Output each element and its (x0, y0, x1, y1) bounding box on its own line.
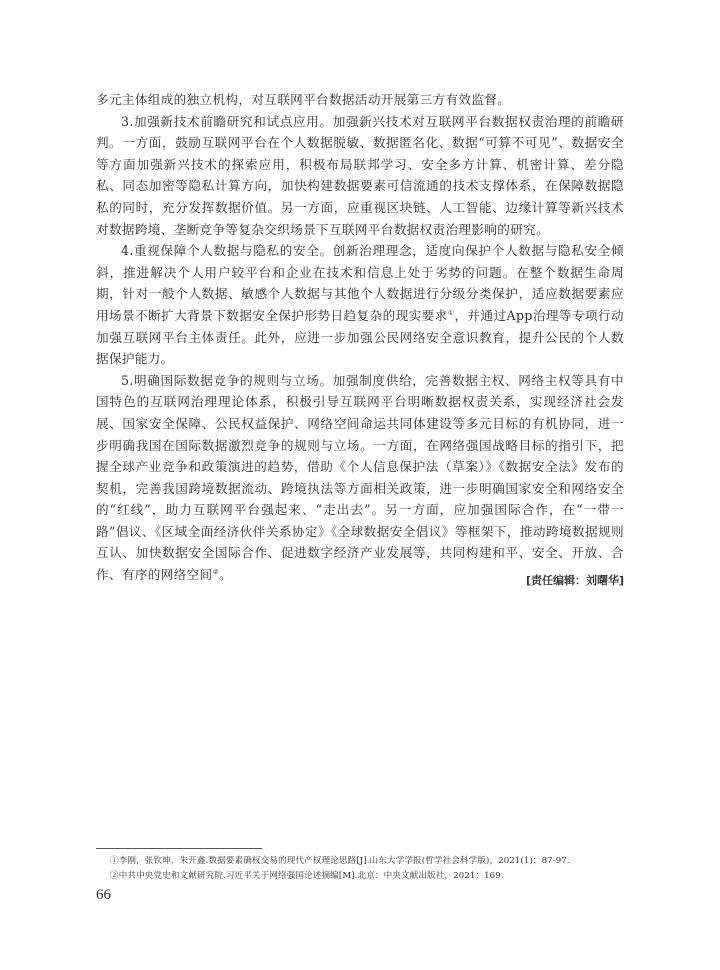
page-number: 66 (96, 887, 111, 903)
footnote-ref-1[interactable]: ① (447, 308, 455, 317)
paragraph-text: 5.明确国际数据竞争的规则与立场。加强制度供给，完善数据主权、网络主权等具有中国特色的互联网治理理论体系，积极引导互联网平台明晰数据权责关系，实现经济社会发展、国家安全保障、公民权益保护、网络空间命运共同体建设等多元目标的有机协同，进一步明确我国在国际数据激烈竞争的规则与立场。一方面，在网络强国战略目标的指引下，把握全球产业竞争和政策演进的趋势，借助《个人信息保护法（草案）》《数据安全法》发布的契机，完善我国跨境数据流动、跨境执法等方面相关政策，进一步明确国家安全和网络安全的“红线”，助力互联网平台强起来、“走出去”。另一方面，应加强国际合作，在“一带一路”倡议、《区域全面经济伙伴关系协定》《全球数据安全倡议》等框架下，推动跨境数据规则互认、加快数据安全国际合作、促进数字经济产业发展等，共同构建和平、安全、开放、合作、有序的网络空间 (96, 372, 624, 583)
paragraph-text: 4.重视保障个人数据与隐私的安全。创新治理理念，适度向保护个人数据与隐私安全倾斜，推进解决个人用户较平台和企业在技术和信息上处于劣势的问题。在整个数据生命周期，针对一般个人数据、敏感个人数据与其他个人数据进行分级分类保护，适应数据要素应用场景不断扩大背景下数据安全保护形势日趋复杂的现实要求 (96, 243, 624, 323)
footnotes (110, 854, 630, 884)
paragraph-text: 。 (219, 567, 233, 583)
footnote-ref-2[interactable]: ② (212, 568, 220, 577)
footnote-1: ①李刚，张钦坤，朱开鑫.数据要素确权交易的现代产权理论思路[J].山东大学学报(哲学社会科学版)，2021(1)：87-97. (110, 856, 570, 866)
paragraph-text: ，并通过App治理等专项行动加强互联网平台主体责任。此外，应进一步加强公民网络安全意识教育，提升公民的个人数据保护能力。 (96, 307, 624, 367)
editor-credit: [责任编辑：刘曙华] (525, 574, 624, 587)
paragraph-personal-data (96, 240, 624, 370)
footnote-divider (96, 848, 262, 849)
paragraph-continuation: 多元主体组成的独立机构，对互联网平台数据活动开展第三方有效监督。 (96, 92, 511, 107)
paragraph-new-tech: 3.加强新技术前瞻研究和试点应用。加强新兴技术对互联网平台数据权责治理的前瞻研判。一方面，鼓励互联网平台在个人数据脱敏、数据匿名化、数据“可算不可见”、数据安全等方面加强新兴技术的探索应用，积极布局联邦学习、安全多方计算、机密计算、差分隐私、同态加密等隐私计算方向，加快构建数据要素可信流通的技术支撑体系，在保障数据隐私的同时，充分发挥数据价值。另一方面，应重视区块链、人工智能、边缘计算等新兴技术对数据跨境、垄断竞争等复杂交织场景下互联网平台数据权责治理影响的研究。 (96, 113, 624, 237)
paragraph-international (96, 370, 624, 586)
footnote-2: ②中共中央党史和文献研究院.习近平关于网络强国论述摘编[M].北京：中央文献出版社，2021：169. (110, 871, 504, 881)
article-body (96, 89, 624, 586)
